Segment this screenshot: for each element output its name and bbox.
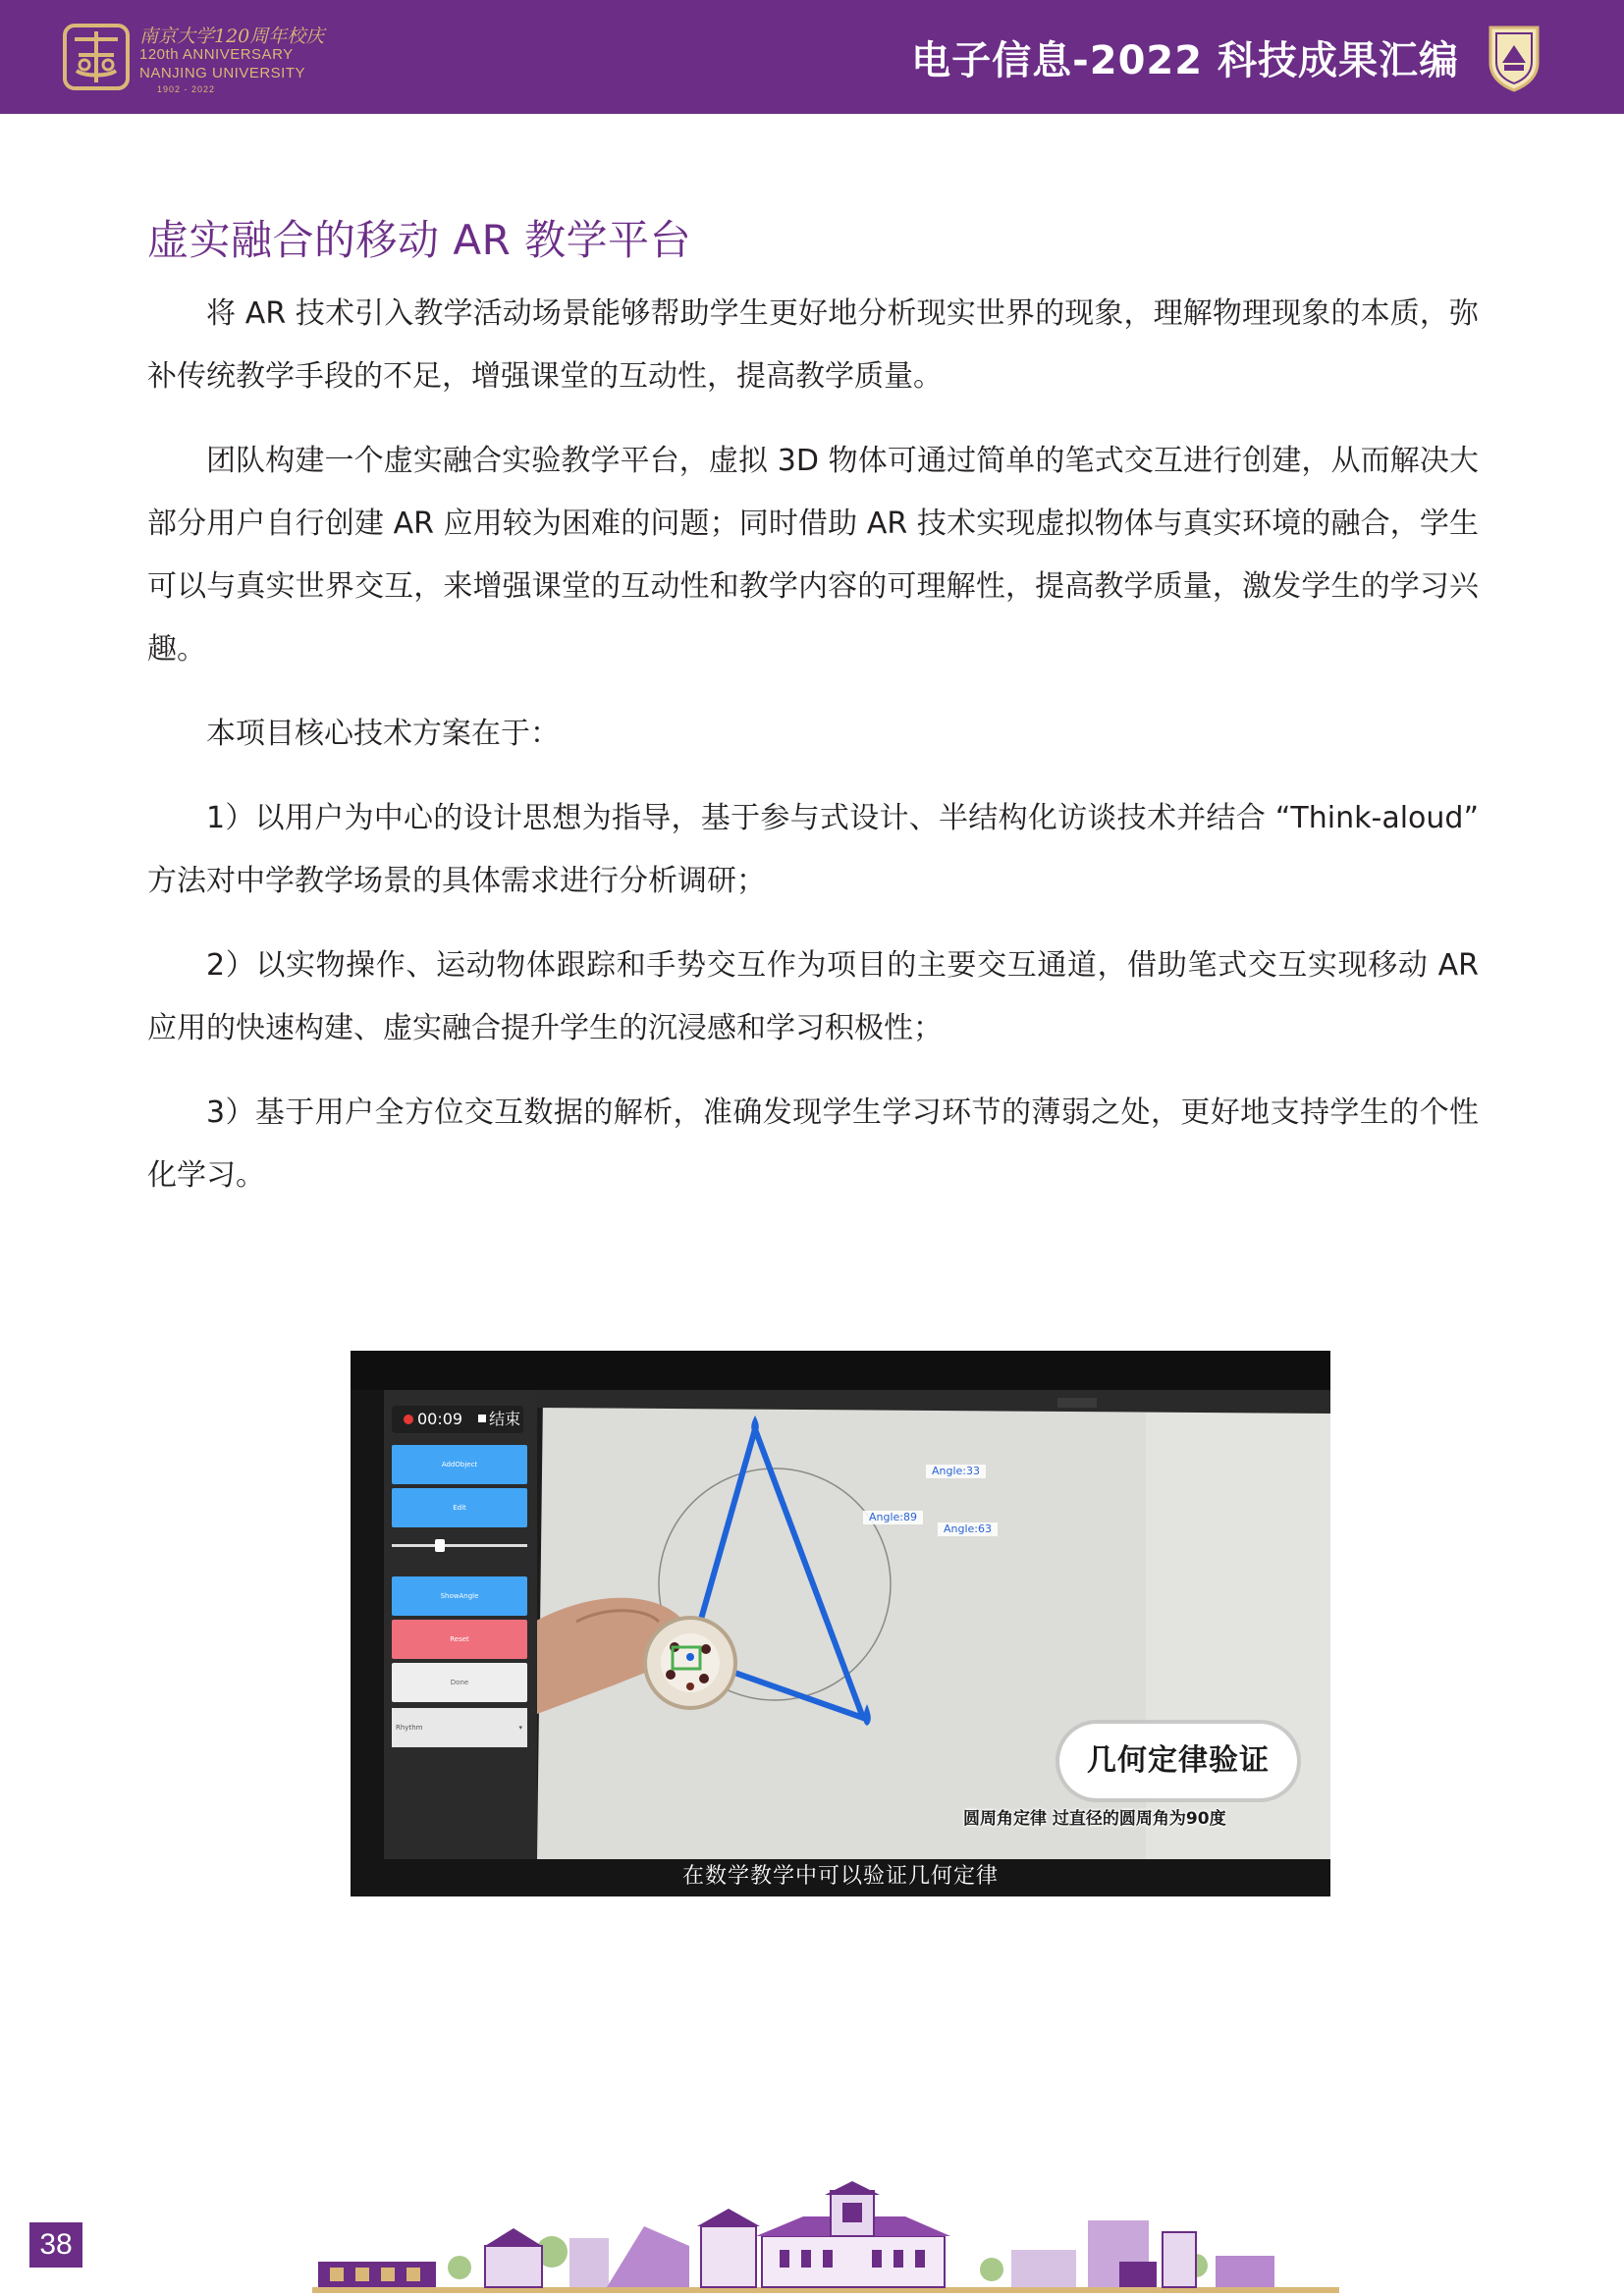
recording-time: 00:09 — [417, 1410, 463, 1428]
angle-label-top: Angle:33 — [926, 1465, 986, 1478]
anniversary-seal-icon — [59, 20, 134, 94]
record-dot-icon — [404, 1415, 413, 1424]
video-top-bar — [351, 1351, 1330, 1390]
mode-select[interactable] — [392, 1708, 527, 1747]
ar-demo-screenshot — [351, 1351, 1330, 1896]
size-slider[interactable] — [392, 1535, 527, 1555]
paragraph-point-2: 2）以实物操作、运动物体跟踪和手势交互作为项目的主要交互通道，借助笔式交互实现移动 AR 应用的快速构建、虚实融合提升学生的沉浸感和学习积极性； — [147, 948, 1479, 1045]
app-control-panel — [384, 1390, 537, 1859]
stop-icon — [478, 1415, 486, 1422]
logo-years-text: 1902 - 2022 — [157, 84, 216, 94]
logo-anniversary-text: 120th ANNIVERSARY — [139, 46, 294, 63]
slider-handle[interactable] — [435, 1539, 445, 1552]
angle-label-right: Angle:63 — [938, 1522, 998, 1536]
paragraph-core-tech-intro: 本项目核心技术方案在于： — [206, 717, 560, 751]
campus-skyline-illustration — [312, 2181, 1339, 2296]
logo-chinese-text: 南京大学120周年校庆 — [139, 26, 325, 47]
logo-university-text: NANJING UNIVERSITY — [139, 65, 306, 81]
video-caption: 在数学教学中可以验证几何定律 — [681, 1864, 999, 1889]
page-header-band — [0, 0, 1624, 114]
page-number: 38 — [29, 2222, 82, 2268]
mode-select-value: Rhythm — [396, 1724, 423, 1732]
angle-label-left: Angle:89 — [863, 1511, 923, 1524]
theorem-verification-badge: 几何定律验证 — [1059, 1724, 1297, 1798]
publication-title: 电子信息-2022 科技成果汇编 — [911, 38, 1459, 83]
paragraph-platform: 团队构建一个虚实融合实验教学平台，虚拟 3D 物体可通过简单的笔式交互进行创建，从而解决大部分用户自行创建 AR 应用较为困难的问题；同时借助 AR 技术实现虚拟物体与真实环境的融合，学生可以与真实世界交互，来增强课堂的互动性和教学内容的可理解性，提高教学质量，激发学生的学习兴趣。 — [147, 444, 1479, 667]
recording-indicator[interactable] — [392, 1406, 523, 1433]
anniversary-logo — [59, 20, 325, 98]
show-angle-button[interactable]: ShowAngle — [392, 1576, 527, 1616]
theorem-subtitle: 圆周角定律 过直径的圆周角为90度 — [963, 1809, 1226, 1829]
university-crest-icon — [1487, 24, 1542, 92]
chevron-down-icon: ▾ — [518, 1724, 522, 1732]
article — [147, 206, 1479, 1229]
add-object-button[interactable]: AddObject — [392, 1445, 527, 1484]
paragraph-intro: 将 AR 技术引入教学活动场景能够帮助学生更好地分析现实世界的现象，理解物理现象的本质，弥补传统教学手段的不足，增强课堂的互动性，提高教学质量。 — [147, 296, 1479, 394]
paragraph-point-3: 3）基于用户全方位交互数据的解析，准确发现学生学习环节的薄弱之处，更好地支持学生的个性化学习。 — [147, 1095, 1479, 1193]
article-title: 虚实融合的移动 AR 教学平台 — [147, 216, 692, 264]
reset-button[interactable]: Reset — [392, 1620, 527, 1659]
slider-track — [392, 1544, 527, 1547]
edit-button[interactable]: Edit — [392, 1488, 527, 1527]
stop-label: 结束 — [489, 1410, 521, 1428]
done-button[interactable]: Done — [392, 1663, 527, 1702]
paragraph-point-1: 1）以用户为中心的设计思想为指导，基于参与式设计、半结构化访谈技术并结合 “Think-aloud” 方法对中学教学场景的具体需求进行分析调研； — [147, 801, 1479, 898]
